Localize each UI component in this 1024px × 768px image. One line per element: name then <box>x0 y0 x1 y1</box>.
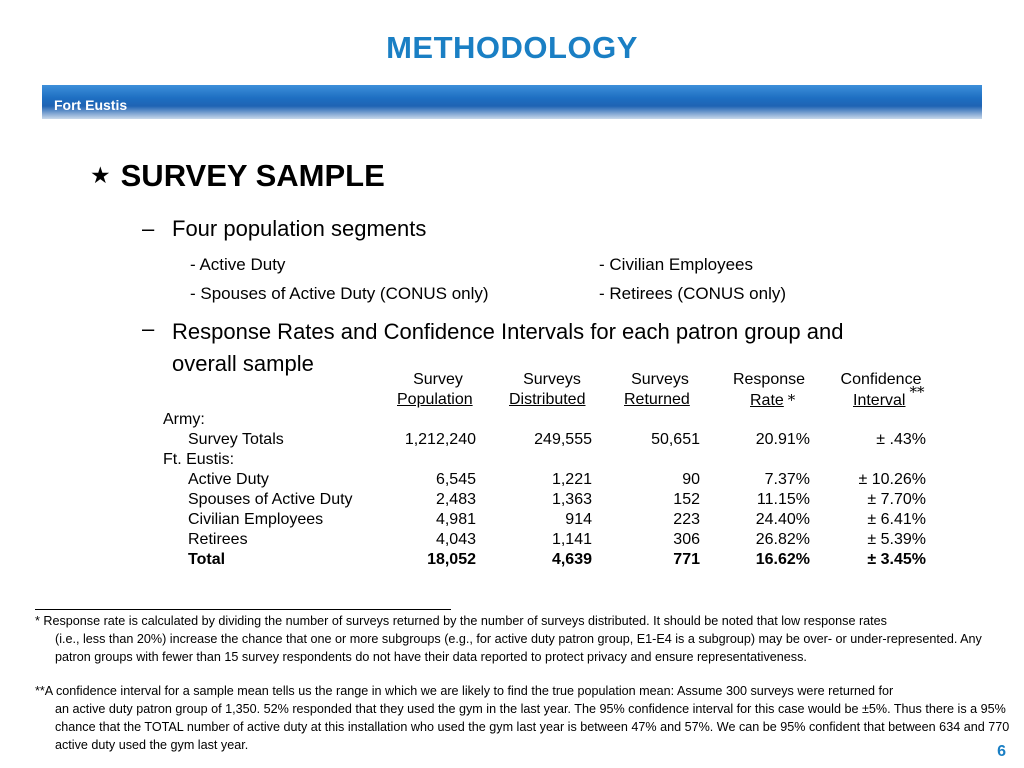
cell-returned: 50,651 <box>651 431 700 448</box>
row-label: Civilian Employees <box>188 511 324 528</box>
cell-returned: 306 <box>673 531 700 548</box>
cell-population: 2,483 <box>435 491 476 508</box>
cell-interval: ± 6.41% <box>867 511 926 528</box>
total-population: 18,052 <box>427 551 476 568</box>
cell-returned: 223 <box>673 511 700 528</box>
total-interval: ± 3.45% <box>867 551 926 568</box>
row-label: Active Duty <box>188 471 269 488</box>
cell-returned: 90 <box>682 471 700 488</box>
header-confidence: Confidence <box>840 371 922 388</box>
cell-rate: 20.91% <box>755 431 810 448</box>
header-surveys-returned: Surveys <box>631 371 689 388</box>
segment-item: - Retirees (CONUS only) <box>599 284 787 303</box>
header-returned: Returned <box>624 391 690 408</box>
response-rates-line-1: Response Rates and Confidence Intervals for each patron group and <box>172 319 844 344</box>
interval-footnote-mark: ** <box>909 383 925 401</box>
row-label: Spouses of Active Duty <box>188 491 353 508</box>
group-label-army: Army: <box>163 411 205 428</box>
footnote-rule <box>35 609 451 610</box>
cell-interval: ± 10.26% <box>858 471 926 488</box>
cell-interval: ± 5.39% <box>867 531 926 548</box>
section-heading <box>90 158 385 194</box>
total-distributed: 4,639 <box>551 551 592 568</box>
cell-population: 4,981 <box>435 511 476 528</box>
row-label: Retirees <box>188 531 248 548</box>
segment-item: - Spouses of Active Duty (CONUS only) <box>190 284 489 303</box>
dash-marker: – <box>142 316 155 341</box>
cell-rate: 11.15% <box>756 491 810 508</box>
header-rate: Rate * <box>750 391 796 409</box>
row-label: Survey Totals <box>188 431 284 448</box>
header-surveys-distributed: Surveys <box>523 371 581 388</box>
section-heading-text: SURVEY SAMPLE <box>120 158 385 193</box>
segments-label: Four population segments <box>172 216 427 241</box>
header-survey: Survey <box>413 371 463 388</box>
cell-distributed: 914 <box>565 511 592 528</box>
footnote-response-rate: * Response rate is calculated by dividing the number of surveys returned by the number of surveys distributed. It should be noted that low response rates (i.e., less than 20%) increase the chance that one or more subgroups (e.g., for active duty patron group, E1-E4 is a subgroup) may be over- or under-represented. Any patron groups with fewer than 15 survey respondents do not have their data reported to protect privacy and ensure representativeness. <box>35 614 982 664</box>
cell-interval: ± .43% <box>876 431 926 448</box>
cell-population: 6,545 <box>435 471 476 488</box>
cell-distributed: 1,221 <box>551 471 592 488</box>
segment-item: - Civilian Employees <box>599 255 753 274</box>
cell-interval: ± 7.70% <box>867 491 926 508</box>
header-distributed: Distributed <box>509 391 586 408</box>
cell-distributed: 1,141 <box>551 531 592 548</box>
cell-rate: 24.40% <box>755 511 810 528</box>
banner-label: Fort Eustis <box>54 97 128 113</box>
total-rate: 16.62% <box>755 551 810 568</box>
cell-returned: 152 <box>673 491 700 508</box>
header-population: Population <box>397 391 473 408</box>
total-row-label: Total <box>188 551 226 568</box>
footnote-confidence-interval: **A confidence interval for a sample mean tells us the range in which we are likely to find the true population mean: Assume 300 surveys were returned for an active duty patron group of 1,350. 52% responded that they used the gym in the last year. The 95% confidence interval for this case would be ±5%. Thus there is a 95% chance that the TOTAL number of active duty at this installation who used the gym last year is between 47% and 57%. We can be 95% confident that between 634 and 770 active duty used the gym last year. <box>35 684 1010 752</box>
header-interval: Interval ** <box>853 383 925 409</box>
header-response: Response <box>732 371 806 388</box>
slide-title: METHODOLOGY <box>386 30 638 65</box>
cell-rate: 26.82% <box>755 531 810 548</box>
cell-population: 1,212,240 <box>404 431 476 448</box>
page-number: 6 <box>997 743 1006 760</box>
group-label-ft-eustis: Ft. Eustis: <box>163 451 235 468</box>
cell-rate: 7.37% <box>764 471 810 488</box>
star-icon: ★ <box>90 162 111 188</box>
rate-footnote-mark: * <box>787 391 796 409</box>
cell-population: 4,043 <box>435 531 476 548</box>
dash-marker: – <box>142 216 155 241</box>
segment-item: - Active Duty <box>190 255 286 274</box>
cell-distributed: 249,555 <box>534 431 592 448</box>
location-banner <box>42 85 982 119</box>
response-rates-line-2: overall sample <box>172 351 314 376</box>
cell-distributed: 1,363 <box>551 491 592 508</box>
total-returned: 771 <box>673 551 700 568</box>
